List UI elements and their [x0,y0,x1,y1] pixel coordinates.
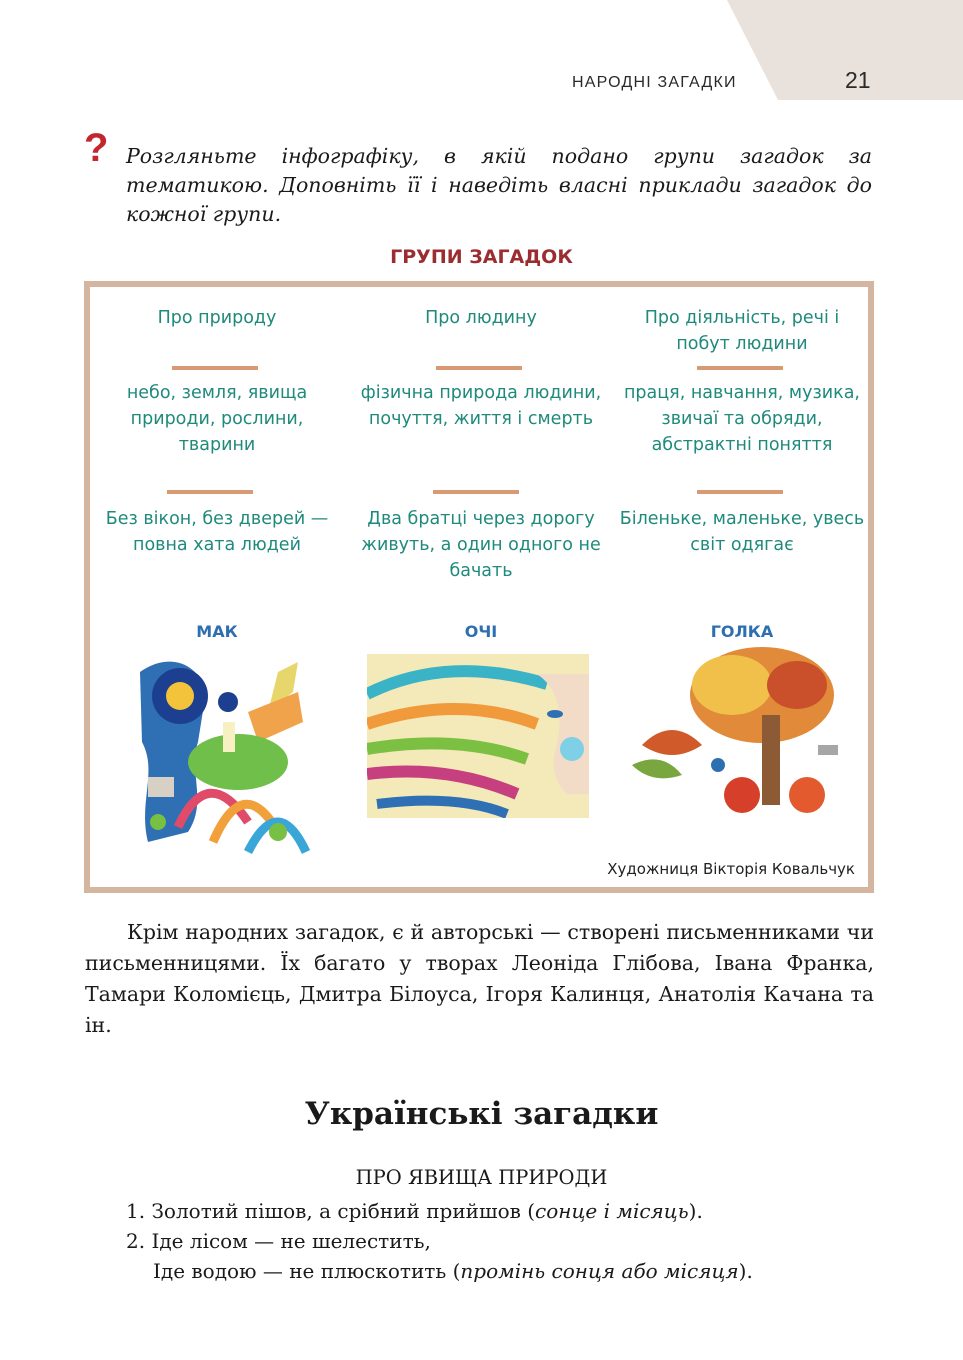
riddle-close: ). [738,1259,753,1283]
column-heading-human: Про людину [425,308,537,328]
task-text: Розгляньте інфографіку, в якій подано групи загадок за тематикою. Доповніть її і наведіть власні приклади загадок до кожної групи. [126,144,872,226]
body-paragraph: Крім народних загадок, є й авторські — створені письменниками чи письменницями. Їх багато у творах Леоніда Глібова, Івана Франка, Тамари Коломієць, Дмитра Білоуса, Ігоря Калинця, Анатолія Качана та ін. [85,920,874,1037]
column-answer-activity: ГОЛКА [710,622,774,641]
riddle-number: 2. [126,1229,146,1253]
riddle-1 [126,1196,703,1226]
riddle-number: 1. [126,1199,146,1223]
question-mark-icon: ? [84,126,109,170]
separator [433,490,519,494]
running-head: НАРОДНІ ЗАГАДКИ [572,74,737,91]
separator [697,366,783,370]
riddle-answer: сонце і місяць [535,1199,689,1223]
riddle-text: Іде лісом — не шелестить, [151,1229,431,1253]
column-heading-activity: Про діяльність, речі і побут людини [644,308,840,354]
column-riddle-nature: Без вікон, без дверей — повна хата людей [105,509,329,555]
page-corner-tab [0,0,963,100]
column-answer-human: ОЧІ [464,622,498,641]
riddle-2-line-2 [153,1256,753,1286]
subsection-title: ПРО ЯВИЩА ПРИРОДИ [355,1166,608,1189]
woman-flowing-hair-illustration [367,654,589,818]
separator [172,366,258,370]
poppy-fantasy-illustration [128,652,312,860]
column-heading-nature: Про природу [157,308,277,328]
riddle-2 [126,1226,431,1256]
column-answer-nature: МАК [196,622,238,641]
riddle-text: Іде водою — не плюскотить ( [153,1259,461,1283]
column-topics-nature: небо, земля, явища природи, рослини, тварини [126,383,308,455]
column-topics-activity: праця, навчання, музика, звичаї та обряди, абстрактні поняття [623,383,860,455]
illustration-credit: Художниця Вікторія Ковальчук [607,860,855,878]
separator [697,490,783,494]
column-riddle-human: Два братці через дорогу живуть, а один одного не бачать [361,509,601,581]
separator [167,490,253,494]
page-number: 21 [845,67,871,93]
autumn-tree-illustration [622,645,840,820]
section-title: Українські загадки [304,1096,659,1132]
separator [436,366,522,370]
riddle-close: ). [688,1199,703,1223]
column-riddle-activity: Біленьке, маленьке, увесь світ одягає [619,509,865,555]
column-topics-human: фізична природа людини, почуття, життя і смерть [360,383,602,429]
riddle-text: Золотий пішов, а срібний прийшов ( [151,1199,536,1223]
riddle-answer: промінь сонця або місяця [460,1259,739,1283]
infographic-title: ГРУПИ ЗАГАДОК [390,246,573,268]
